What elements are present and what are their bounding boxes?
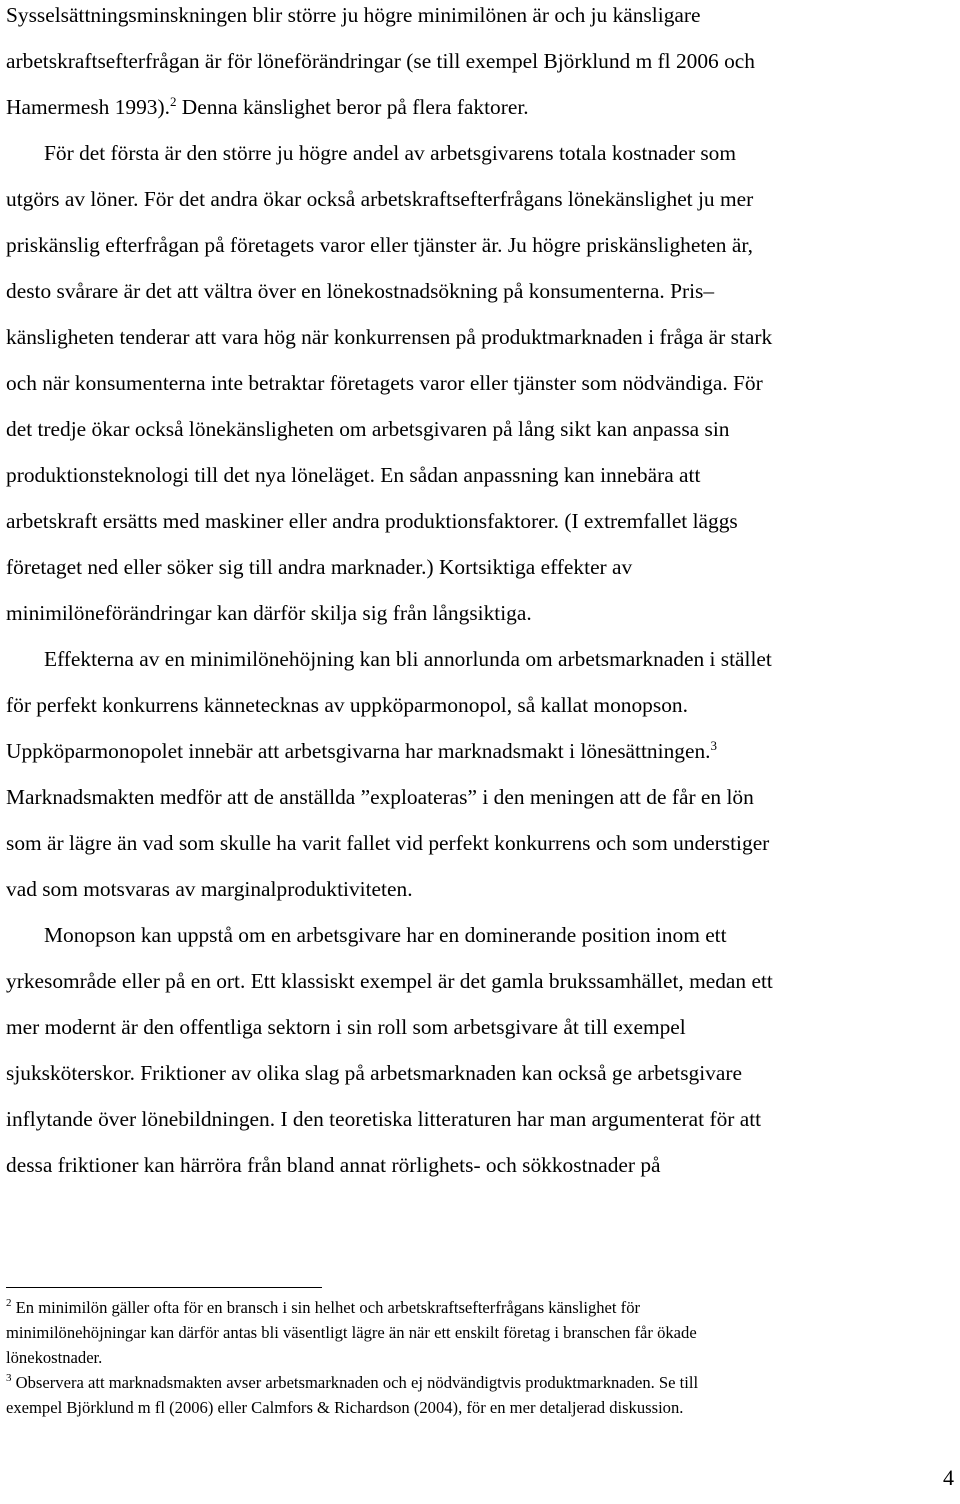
text-line: Marknadsmakten medför att de anställda ”exploateras” i den meningen att de får en lön (6, 785, 754, 809)
text-line: Monopson kan uppstå om en arbetsgivare har en dominerande position inom ett (44, 923, 727, 947)
text-line: sjuksköterskor. Friktioner av olika slag på arbetsmarknaden kan också ge arbetsgivare (6, 1061, 742, 1085)
paragraph-1 (6, 0, 956, 636)
footnote-line: $^3$ Observera att marknadsmakten avser arbetsmarknaden och ej nödvändigtvis produktmarknaden. Se till (6, 1372, 699, 1392)
document-body (6, 0, 956, 1188)
text-line: yrkesområde eller på en ort. Ett klassiskt exempel är det gamla brukssamhället, medan ett (6, 969, 773, 993)
text-line: produktionsteknologi till det nya löneläget. En sådan anpassning kan innebära att (6, 463, 701, 487)
text-line: Effekterna av en minimilönehöjning kan bli annorlunda om arbetsmarknaden i stället (44, 647, 772, 671)
footnote-ref-2[interactable]: 2 (169, 94, 177, 109)
footnote-line: exempel Björklund m fl (2006) eller Calmfors & Richardson (2004), för en mer detaljerad diskussion. (6, 1398, 684, 1417)
text-line: känsligheten tenderar att vara hög när konkurrensen på produktmarknaden i fråga är stark (6, 325, 773, 349)
text-line: arbetskraft ersätts med maskiner eller andra produktionsfaktorer. (I extremfallet läggs (6, 509, 738, 533)
footnote-2 (6, 1295, 956, 1370)
text-line: Hamermesh 1993).$^2$ Denna känslighet beror på flera faktorer. (6, 94, 529, 119)
footnotes-section (6, 1287, 956, 1420)
text-line: för perfekt konkurrens kännetecknas av uppköparmonopol, så kallat monopson. (6, 693, 688, 717)
text-line: som är lägre än vad som skulle ha varit fallet vid perfekt konkurrens och som understiger (6, 831, 770, 855)
footnote-number: 2 (6, 1297, 12, 1309)
text-line: mer modernt är den offentliga sektorn i sin roll som arbetsgivare åt till exempel (6, 1015, 686, 1039)
footnote-line: minimilönehöjningar kan därför antas bli väsentligt lägre än när ett enskilt företag i branschen får ökade (6, 1323, 697, 1342)
text-line: inflytande över lönebildningen. I den teoretiska litteraturen har man argumenterat för att (6, 1107, 762, 1131)
text-line: vad som motsvaras av marginalproduktiviteten. (6, 877, 413, 901)
text-line: Uppköparmonopolet innebär att arbetsgivarna har marknadsmakt i lönesättningen.$^3$ (6, 738, 717, 763)
footnote-ref-3[interactable]: 3 (710, 738, 717, 753)
text-line: desto svårare är det att vältra över en lönekostnadsökning på konsumenterna. Pris– (6, 279, 715, 303)
text-line: För det första är den större ju högre andel av arbetsgivarens totala kostnader som (44, 141, 736, 165)
footnote-line: $^2$ En minimilön gäller ofta för en bransch i sin helhet och arbetskraftsefterfrågans känslighet för (6, 1297, 641, 1317)
page-number: 4 (943, 1465, 954, 1490)
text-line: dessa friktioner kan härröra från bland annat rörlighets- och sökkostnader på (6, 1153, 661, 1177)
footnote-separator (6, 1287, 322, 1288)
paragraph-2 (6, 636, 956, 912)
text-line: arbetskraftsefterfrågan är för löneförändringar (se till exempel Björklund m fl 2006 och (6, 49, 755, 73)
text-line: utgörs av löner. För det andra ökar också arbetskraftsefterfrågans lönekänslighet ju mer (6, 187, 754, 211)
footnote-3 (6, 1370, 956, 1420)
text-line: Sysselsättningsminskningen blir större ju högre minimilönen är och ju känsligare (6, 3, 701, 27)
text-line: det tredje ökar också lönekänsligheten om arbetsgivaren på lång sikt kan anpassa sin (6, 417, 730, 441)
footnote-line: lönekostnader. (6, 1348, 103, 1367)
text-line: priskänslig efterfrågan på företagets varor eller tjänster är. Ju högre priskänsligheten är, (6, 233, 753, 257)
paragraph-3 (6, 912, 956, 1188)
text-line: företaget ned eller söker sig till andra marknader.) Kortsiktiga effekter av (6, 555, 633, 579)
text-line: minimilöneförändringar kan därför skilja sig från långsiktiga. (6, 601, 532, 625)
text-line: och när konsumenterna inte betraktar företagets varor eller tjänster som nödvändiga. För (6, 371, 763, 395)
footnote-number: 3 (6, 1372, 12, 1384)
